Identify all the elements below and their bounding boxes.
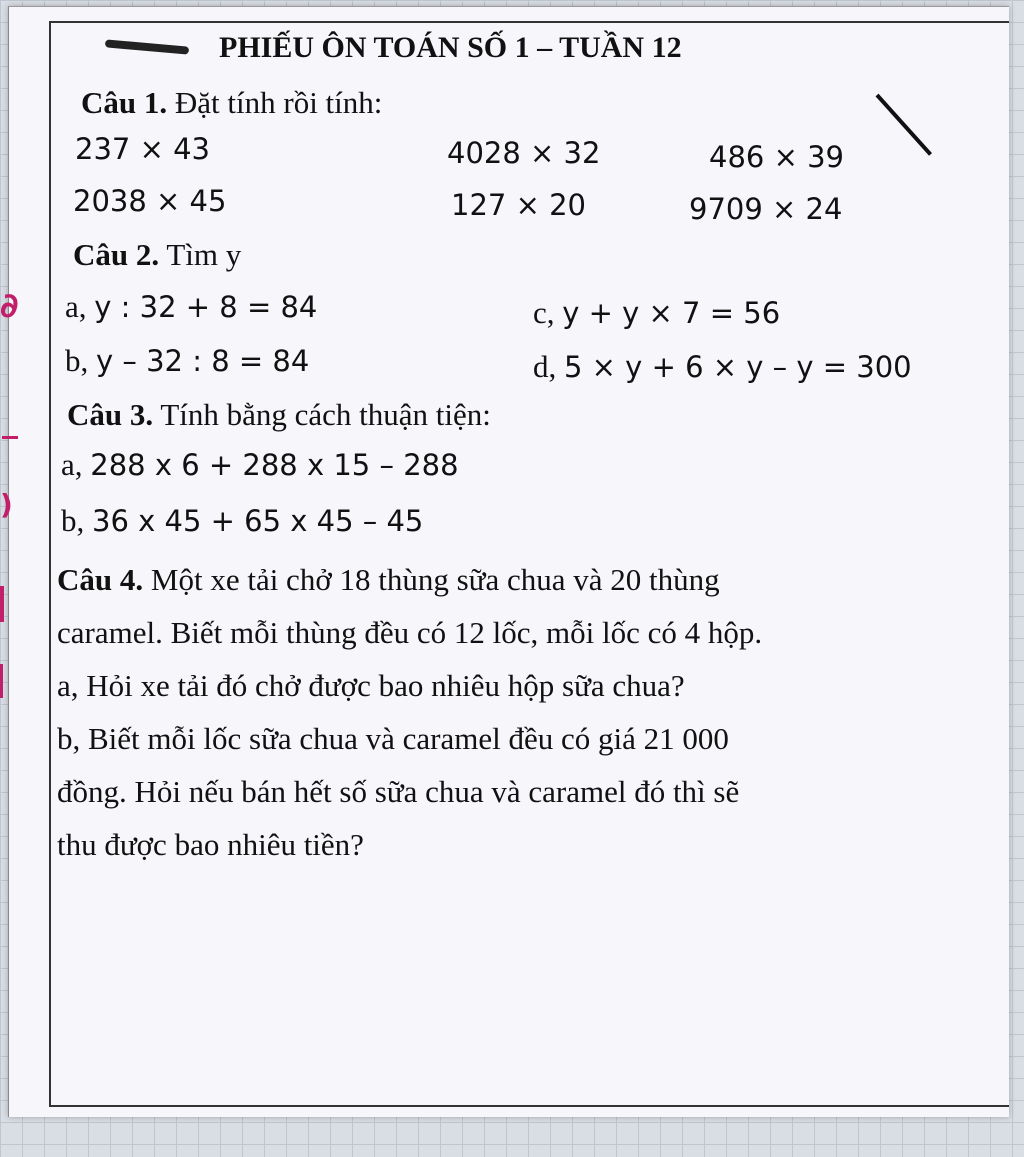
multiplication-item: 2038 × 45: [73, 184, 227, 218]
question-3-label: Câu 3.: [67, 397, 154, 432]
pen-margin-mark: ): [0, 488, 13, 521]
question-2-heading: [73, 239, 241, 270]
pen-scribble-mark: [105, 39, 189, 54]
pen-margin-mark: ∂: [0, 286, 19, 326]
multiplication-item: 4028 × 32: [447, 136, 601, 170]
expression-item: [61, 505, 423, 536]
question-3-heading: [67, 399, 491, 430]
paragraph-line: b, Biết mỗi lốc sữa chua và caramel đều có giá 21 000: [57, 721, 729, 756]
question-2-label: Câu 2.: [73, 237, 160, 272]
equation-expression: y : 32 + 8 = 84: [94, 290, 318, 324]
pen-margin-mark: [2, 436, 18, 439]
equation-item: [65, 291, 317, 322]
question-3-text: Tính bằng cách thuận tiện:: [153, 397, 491, 432]
worksheet-title: PHIẾU ÔN TOÁN SỐ 1 – TUẦN 12: [219, 31, 682, 64]
paragraph-line: caramel. Biết mỗi thùng đều có 12 lốc, mỗi lốc có 4 hộp.: [57, 615, 763, 650]
multiplication-item: 237 × 43: [75, 132, 210, 166]
equation-item: [533, 297, 780, 328]
worksheet-paper: [8, 6, 1009, 1117]
expression-text: 36 x 45 + 65 x 45 – 45: [92, 504, 424, 538]
item-prefix: c,: [533, 295, 555, 330]
paragraph-line-text: Một xe tải chở 18 thùng sữa chua và 20 thùng: [143, 562, 720, 597]
paragraph-line: đồng. Hỏi nếu bán hết số sữa chua và caramel đó thì sẽ: [57, 774, 740, 809]
frame-border-bottom: [49, 1105, 1009, 1107]
question-1-label: Câu 1.: [81, 85, 168, 120]
multiplication-item: 486 × 39: [709, 140, 844, 174]
question-4-label: Câu 4.: [57, 562, 144, 597]
frame-border-top: [49, 21, 1009, 23]
item-prefix: a,: [61, 447, 83, 482]
expression-item: [61, 449, 459, 480]
expression-text: 288 x 6 + 288 x 15 – 288: [90, 448, 459, 482]
question-4-paragraph: [57, 553, 1001, 871]
item-prefix: d,: [533, 349, 557, 384]
equation-expression: y – 32 : 8 = 84: [96, 344, 310, 378]
question-1-heading: [81, 87, 382, 118]
question-1-text: Đặt tính rồi tính:: [167, 85, 383, 120]
pen-margin-mark: [0, 586, 4, 622]
multiplication-item: 127 × 20: [451, 188, 586, 222]
equation-expression: y + y × 7 = 56: [562, 296, 781, 330]
equation-item: [65, 345, 309, 376]
paragraph-line: a, Hỏi xe tải đó chở được bao nhiêu hộp sữa chua?: [57, 668, 685, 703]
frame-border-left: [49, 21, 51, 1107]
pen-margin-mark: [0, 664, 3, 698]
paragraph-line: [57, 553, 1001, 606]
item-prefix: b,: [65, 343, 89, 378]
paragraph-line: thu được bao nhiêu tiền?: [57, 827, 364, 862]
multiplication-item: 9709 × 24: [689, 192, 843, 226]
item-prefix: a,: [65, 289, 87, 324]
question-2-text: Tìm y: [159, 237, 242, 272]
equation-expression: 5 × y + 6 × y – y = 300: [564, 350, 912, 384]
pen-slash-mark: [876, 94, 933, 156]
item-prefix: b,: [61, 503, 85, 538]
equation-item: [533, 351, 912, 382]
